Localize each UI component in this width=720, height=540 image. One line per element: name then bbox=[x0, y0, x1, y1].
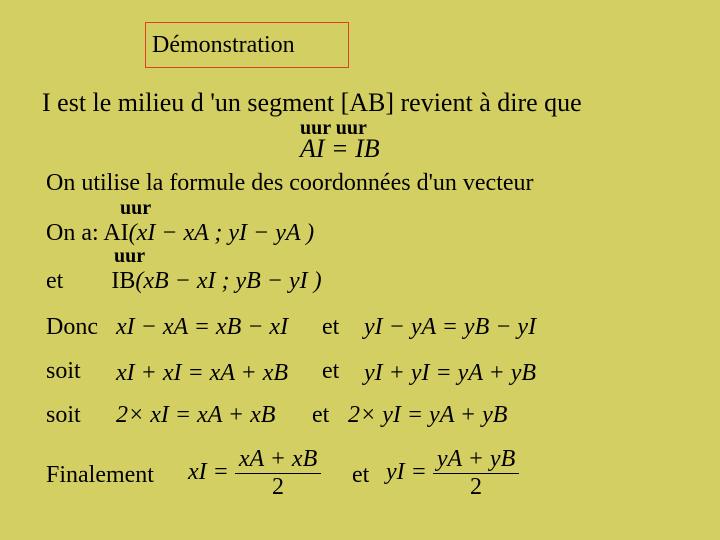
donc-et: et bbox=[322, 314, 340, 340]
final-y-numerator: yA + yB bbox=[433, 446, 519, 474]
soit2-label: soit bbox=[46, 402, 81, 428]
vector-ai-name: AI bbox=[103, 220, 129, 246]
vector-equality: AI = IB bbox=[300, 134, 380, 163]
final-y bbox=[386, 446, 519, 501]
vector-ib-coords: (xB − xI ; yB − yI ) bbox=[135, 268, 322, 294]
soit1-eq-x: xI + xI = xA + xB bbox=[116, 360, 289, 386]
vector-arrows: uur uur bbox=[300, 117, 367, 139]
intro-text: I est le milieu d 'un segment [AB] revient à dire que bbox=[42, 88, 582, 117]
vector-ai-line bbox=[46, 220, 314, 247]
soit1-eq-y: yI + yI = yA + yB bbox=[364, 360, 537, 386]
slide-title: Démonstration bbox=[152, 32, 295, 58]
vector-ib-name: IB bbox=[111, 268, 136, 294]
vector-ib-label: et bbox=[46, 268, 64, 294]
final-x-denominator: 2 bbox=[272, 474, 285, 500]
final-x bbox=[188, 446, 321, 501]
final-label: Finalement bbox=[46, 462, 154, 488]
final-y-fraction bbox=[433, 446, 519, 501]
vector-ai-label: On a: bbox=[46, 220, 99, 246]
vector-ai-arrow: uur bbox=[120, 197, 152, 219]
donc-eq-y: yI − yA = yB − yI bbox=[364, 314, 537, 340]
soit2-eq-y: 2× yI = yA + yB bbox=[348, 402, 508, 428]
vector-ib-line bbox=[46, 268, 322, 295]
soit1-et: et bbox=[322, 358, 340, 384]
donc-eq-x: xI − xA = xB − xI bbox=[116, 314, 289, 340]
final-et: et bbox=[352, 462, 370, 488]
formula-line: On utilise la formule des coordonnées d'un vecteur bbox=[46, 170, 534, 196]
final-y-denominator: 2 bbox=[470, 474, 483, 500]
soit2-et: et bbox=[312, 402, 330, 428]
title-box bbox=[145, 22, 349, 68]
final-x-fraction bbox=[235, 446, 321, 501]
donc-label: Donc bbox=[46, 314, 98, 340]
final-x-lhs: xI = bbox=[188, 459, 229, 486]
soit1-label: soit bbox=[46, 358, 81, 384]
vector-ib-arrow: uur bbox=[114, 245, 146, 267]
soit2-eq-x: 2× xI = xA + xB bbox=[116, 402, 276, 428]
final-x-numerator: xA + xB bbox=[235, 446, 321, 474]
final-y-lhs: yI = bbox=[386, 459, 427, 486]
vector-ai-coords: (xI − xA ; yI − yA ) bbox=[128, 220, 315, 246]
